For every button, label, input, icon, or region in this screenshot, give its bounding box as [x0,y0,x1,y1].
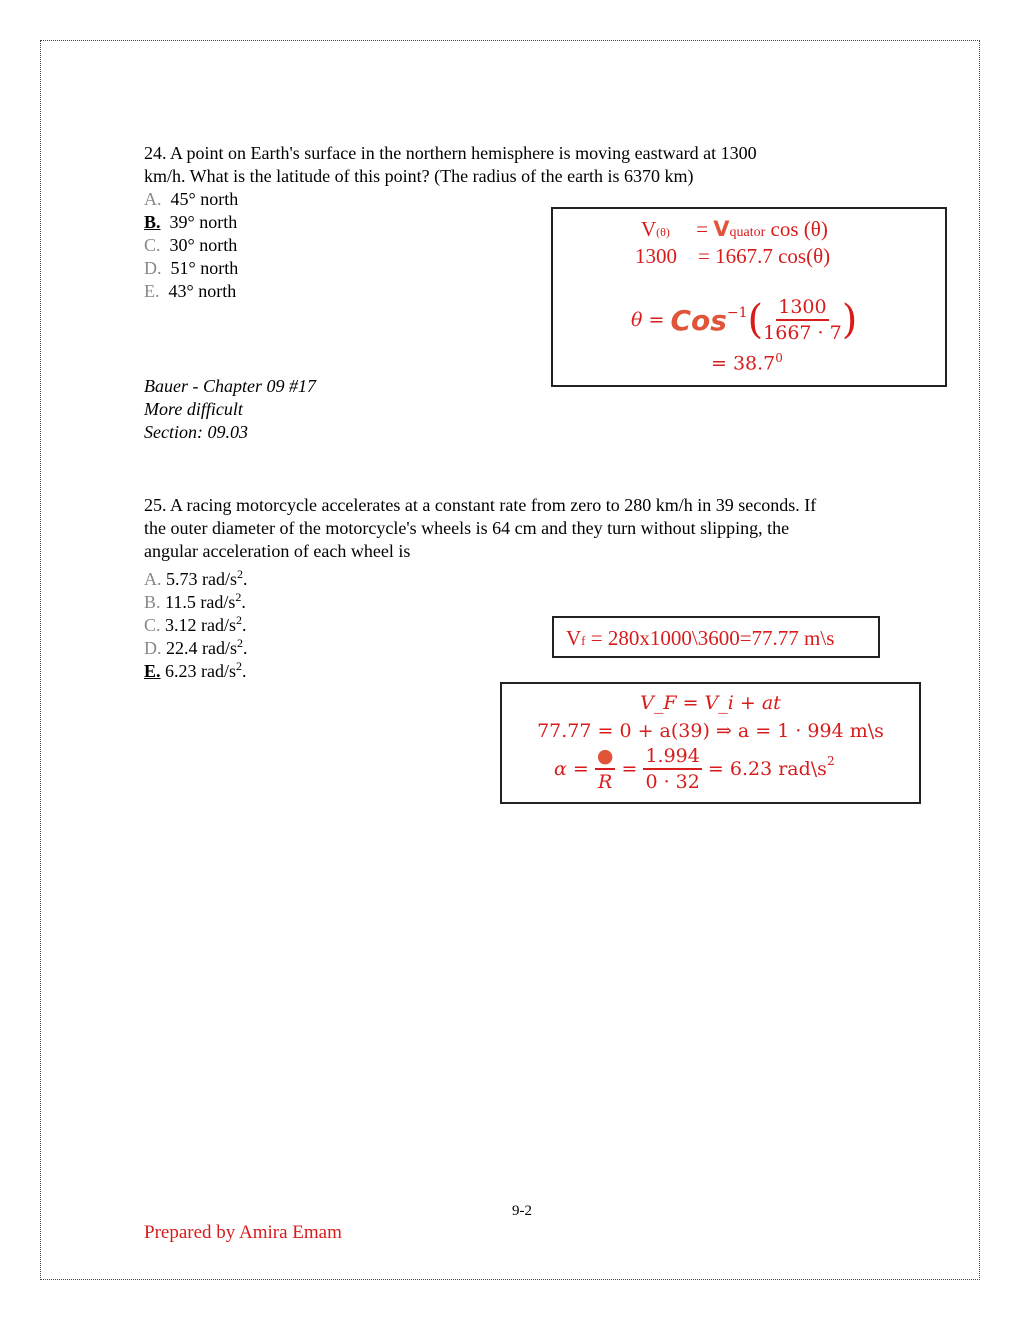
option-text: 51° north [170,258,239,278]
sup: 2 [237,567,243,581]
equation: = 280x1000\3600=77.77 m\s [585,626,835,650]
subscript-quator: quator [729,225,766,240]
result: = 6.23 rad\s [707,758,827,780]
fraction [643,744,701,794]
solution-line2: 77.77 = 0 + a(39) ⇒ a = 1 · 994 m\s [537,720,884,742]
q25-text-line3: angular acceleration of each wheel is [144,541,411,561]
option-text: 22.4 rad/s [166,638,237,658]
option-text: 6.23 rad/s [165,661,237,681]
subscript: f [581,633,586,648]
handwritten-cos: Cos [670,303,727,337]
fraction-a-over-r [595,744,616,794]
handwritten-a: ● [595,744,616,770]
denominator: R [597,771,613,793]
q25-text-line1: 25. A racing motorcycle accelerates at a constant rate from zero to 280 km/h in 39 seconds. If [144,495,817,515]
solution-line2 [635,244,830,269]
equals: = [696,217,709,241]
option-text: 30° north [169,235,238,255]
option-letter: E. [144,281,160,301]
q25-solution-box [500,682,921,804]
degree-sup: 0 [775,351,783,365]
option-text: 39° north [169,212,238,232]
q24-option-a [144,188,238,210]
equation: = 1667.7 cos(θ) [698,244,831,268]
q24-option-e [144,280,236,302]
option-letter-correct: B. [144,212,161,232]
v-symbol: V [641,217,657,241]
solution-line1: V_F = V_i + at [640,692,781,714]
sup: 2 [236,613,243,627]
sup: 2 [236,659,243,673]
q25-velocity-box [552,616,880,658]
numerator: 1300 [776,295,828,321]
option-text: 43° north [168,281,237,301]
q24-option-b [144,211,237,233]
option-letter: D. [144,638,162,658]
q25-option-e [144,655,247,682]
denominator: 0 · 32 [645,771,700,793]
q24-text-line1: 24. A point on Earth's surface in the northern hemisphere is moving eastward at 1300 [144,143,757,163]
cos-term: cos (θ) [770,217,828,241]
sup: 2 [237,636,243,650]
solution-line1 [641,217,828,242]
option-letter: C. [144,235,161,255]
option-letter-correct: E. [144,661,161,681]
paren-close: ) [841,297,858,343]
handwritten-v: V [713,217,730,241]
q24-text-line2: km/h. What is the latitude of this point? (The radius of the earth is 6370 km) [144,166,694,186]
period: . [242,615,247,635]
option-letter: A. [144,569,162,589]
sup: 2 [826,754,835,768]
solution-line3 [631,295,857,345]
numerator: 1.994 [643,744,701,770]
option-letter: D. [144,258,162,278]
q24-solution-box [551,207,947,387]
author-credit: Prepared by Amira Emam [144,1222,342,1243]
option-text: 5.73 rad/s [166,569,237,589]
result: = 38.7 [711,352,776,375]
q24-source: Bauer - Chapter 09 #17 [144,376,316,396]
velocity-equation [566,626,834,651]
fraction [763,295,842,345]
option-letter: A. [144,189,162,209]
paren-open: ( [747,297,764,343]
theta-equals: θ = [631,309,665,331]
sup: 2 [235,590,242,604]
q24-section: Section: 09.03 [144,422,248,442]
period: . [243,569,248,589]
q24-difficulty: More difficult [144,399,243,419]
period: . [242,661,247,681]
alpha-equals: α = [554,758,589,780]
value: 1300 [635,244,677,268]
solution-line3 [554,744,835,794]
option-text: 45° north [170,189,239,209]
period: . [243,638,248,658]
q25-text-line2: the outer diameter of the motorcycle's wheels is 64 cm and they turn without slipping, the [144,518,790,538]
q24-option-d [144,257,238,279]
option-text: 3.12 rad/s [165,615,237,635]
period: . [241,592,246,612]
v-symbol: V [566,626,582,650]
exponent: −1 [726,305,748,321]
option-letter: B. [144,592,161,612]
q24-option-c [144,234,237,256]
denominator: 1667 · 7 [763,322,842,344]
option-text: 11.5 rad/s [165,592,236,612]
solution-line4 [711,351,783,374]
option-letter: C. [144,615,161,635]
subscript: (θ) [656,225,670,239]
equals: = [621,758,638,780]
page-number: 9-2 [512,1203,532,1219]
